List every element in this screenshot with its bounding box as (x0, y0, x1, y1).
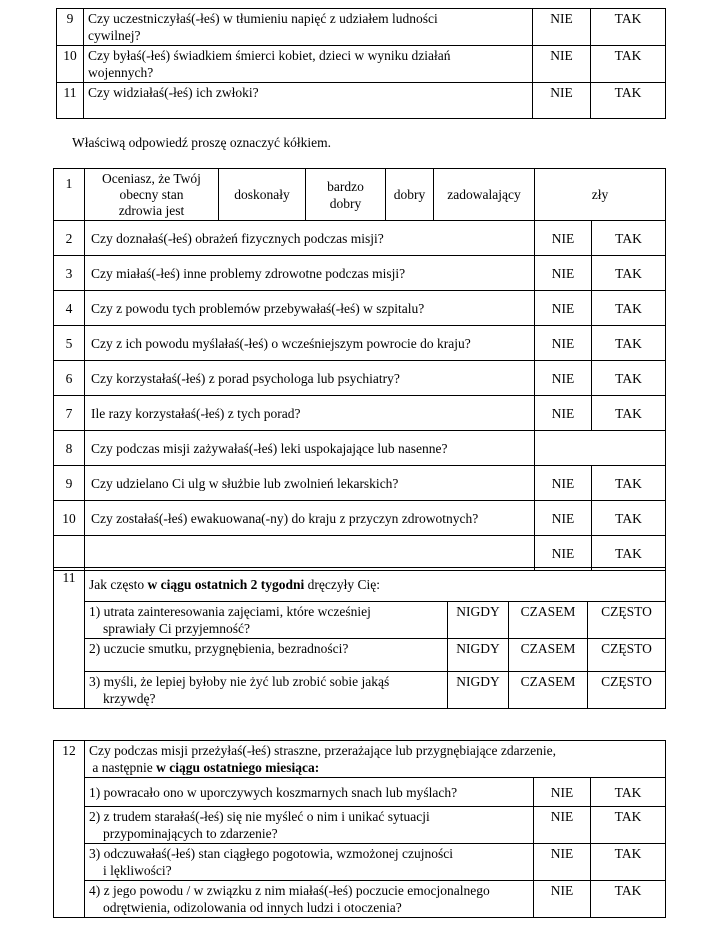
question-number: 5 (54, 326, 85, 361)
question-text: Czy z powodu tych problemów przebywałaś(-łeś) w szpitalu? (85, 291, 535, 326)
answer-yes[interactable]: TAK (591, 807, 666, 844)
table-row (57, 9, 666, 46)
answer-no[interactable]: NIE (535, 256, 592, 291)
health-rating-row (54, 169, 666, 221)
question-11-text: Jak często w ciągu ostatnich 2 tygodni dręczyły Cię: (85, 568, 666, 602)
question-11-header (54, 568, 666, 602)
table-row (54, 602, 666, 639)
answer-no[interactable]: NIE (535, 501, 592, 536)
answer-yes[interactable]: TAK (592, 326, 666, 361)
table-row (54, 256, 666, 291)
answer-no[interactable]: NIE (535, 221, 592, 256)
answer-no[interactable]: NIE (533, 46, 591, 83)
question-number: 8 (54, 431, 85, 466)
question-number: 9 (57, 9, 84, 46)
item-text: 2) z trudem starałaś(-łeś) się nie myśleć o nim i unikać sytuacji przypominających to zdarzenie? (85, 807, 534, 844)
answer-no[interactable]: NIE (534, 807, 591, 844)
answer-no[interactable]: NIE (535, 536, 592, 571)
item-text: 1) powracało ono w uporczywych koszmarnych snach lub myślach? (85, 778, 534, 807)
question-text (85, 536, 535, 571)
question-number: 6 (54, 361, 85, 396)
answer-yes[interactable]: TAK (592, 256, 666, 291)
question-number: 9 (54, 466, 85, 501)
answer-no[interactable]: NIE (535, 326, 592, 361)
answer-yes[interactable]: TAK (592, 291, 666, 326)
table-row (54, 639, 666, 672)
answer-no[interactable]: NIE (533, 83, 591, 119)
question-number: 3 (54, 256, 85, 291)
answer-no[interactable]: NIE (535, 291, 592, 326)
table-row (54, 466, 666, 501)
question-text: Czy byłaś(-łeś) świadkiem śmierci kobiet, dzieci w wyniku działań wojennych? (84, 46, 533, 83)
questions-table-top (56, 8, 666, 119)
question-text: Czy uczestniczyłaś(-łeś) w tłumieniu napięć z udziałem ludności cywilnej? (84, 9, 533, 46)
option-satisfactory[interactable]: zadowalający (434, 169, 535, 221)
item-text: 3) myśli, że lepiej byłoby nie żyć lub zrobić sobie jakąś krzywdę? (85, 672, 448, 709)
answer-never[interactable]: NIGDY (448, 602, 509, 639)
option-good[interactable]: dobry (386, 169, 434, 221)
question-number: 7 (54, 396, 85, 431)
question-number: 10 (57, 46, 84, 83)
table-row (54, 881, 666, 918)
health-questions-table (53, 168, 666, 571)
table-row (54, 431, 666, 466)
table-row (54, 326, 666, 361)
answer-sometimes[interactable]: CZASEM (509, 672, 588, 709)
question-text: Czy z ich powodu myślałaś(-łeś) o wcześniejszym powrocie do kraju? (85, 326, 535, 361)
answer-yes[interactable]: TAK (592, 501, 666, 536)
question-text: Ile razy korzystałaś(-łeś) z tych porad? (85, 396, 535, 431)
question-number: 2 (54, 221, 85, 256)
answer-no[interactable]: NIE (534, 844, 591, 881)
answer-yes[interactable]: TAK (591, 83, 666, 119)
table-row (57, 83, 666, 119)
answer-count-field[interactable] (535, 431, 666, 466)
question-number (54, 536, 85, 571)
question-12-table (53, 740, 666, 918)
answer-yes[interactable]: TAK (591, 778, 666, 807)
answer-yes[interactable]: TAK (592, 466, 666, 501)
table-row (57, 46, 666, 83)
option-bad[interactable]: zły (535, 169, 666, 221)
answer-often[interactable]: CZĘSTO (588, 672, 666, 709)
answer-yes[interactable]: TAK (591, 844, 666, 881)
question-number: 11 (54, 568, 85, 709)
answer-yes[interactable]: TAK (591, 46, 666, 83)
answer-often[interactable]: CZĘSTO (588, 602, 666, 639)
answer-often[interactable]: CZĘSTO (588, 639, 666, 672)
answer-no[interactable]: NIE (534, 778, 591, 807)
question-12-text: Czy podczas misji przeżyłaś(-łeś) straszne, przerażające lub przygnębiające zdarzenie, a następnie w ciągu ostatniego miesiąca: (85, 741, 666, 778)
answer-yes[interactable]: TAK (592, 396, 666, 431)
item-text: 1) utrata zainteresowania zajęciami, które wcześniej sprawiały Ci przyjemność? (85, 602, 448, 639)
answer-yes[interactable]: TAK (591, 9, 666, 46)
question-number: 10 (54, 501, 85, 536)
question-text: Czy miałaś(-łeś) inne problemy zdrowotne podczas misji? (85, 256, 535, 291)
table-row (54, 291, 666, 326)
question-text: Czy udzielano Ci ulg w służbie lub zwolnień lekarskich? (85, 466, 535, 501)
question-text: Czy widziałaś(-łeś) ich zwłoki? (84, 83, 533, 119)
answer-yes[interactable]: TAK (591, 881, 666, 918)
table-row (54, 221, 666, 256)
question-11-table (53, 567, 666, 709)
item-text: 2) uczucie smutku, przygnębienia, bezradności? (85, 639, 448, 672)
table-row (54, 536, 666, 571)
option-very-good[interactable]: bardzo dobry (306, 169, 386, 221)
answer-no[interactable]: NIE (535, 396, 592, 431)
question-number: 11 (57, 83, 84, 119)
answer-yes[interactable]: TAK (592, 536, 666, 571)
answer-never[interactable]: NIGDY (448, 672, 509, 709)
answer-sometimes[interactable]: CZASEM (509, 602, 588, 639)
question-number: 12 (54, 741, 85, 918)
answer-sometimes[interactable]: CZASEM (509, 639, 588, 672)
question-text: Czy doznałaś(-łeś) obrażeń fizycznych podczas misji? (85, 221, 535, 256)
question-number: 1 (54, 169, 85, 221)
table-row (54, 778, 666, 807)
item-text: 3) odczuwałaś(-łeś) stan ciągłego pogotowia, wzmożonej czujności i lękliwości? (85, 844, 534, 881)
table-row (54, 807, 666, 844)
table-row (54, 361, 666, 396)
answer-no[interactable]: NIE (534, 881, 591, 918)
question-text: Czy korzystałaś(-łeś) z porad psychologa lub psychiatry? (85, 361, 535, 396)
answer-yes[interactable]: TAK (592, 361, 666, 396)
table-row (54, 396, 666, 431)
instruction-text: Właściwą odpowiedź proszę oznaczyć kółkiem. (72, 135, 332, 150)
table-row (54, 844, 666, 881)
question-text: Czy podczas misji zażywałaś(-łeś) leki uspokajające lub nasenne? (85, 431, 535, 466)
answer-no[interactable]: NIE (533, 9, 591, 46)
option-excellent[interactable]: doskonały (219, 169, 306, 221)
health-question: Oceniasz, że Twój obecny stan zdrowia jest (85, 169, 219, 221)
answer-no[interactable]: NIE (535, 466, 592, 501)
answer-yes[interactable]: TAK (592, 221, 666, 256)
question-number: 4 (54, 291, 85, 326)
answer-no[interactable]: NIE (535, 361, 592, 396)
answer-never[interactable]: NIGDY (448, 639, 509, 672)
question-text: Czy zostałaś(-łeś) ewakuowana(-ny) do kraju z przyczyn zdrowotnych? (85, 501, 535, 536)
table-row (54, 501, 666, 536)
table-row (54, 672, 666, 709)
item-text: 4) z jego powodu / w związku z nim miałaś(-łeś) poczucie emocjonalnego odrętwienia, odizolowania od innych ludzi i otoczenia? (85, 881, 534, 918)
question-12-header (54, 741, 666, 778)
